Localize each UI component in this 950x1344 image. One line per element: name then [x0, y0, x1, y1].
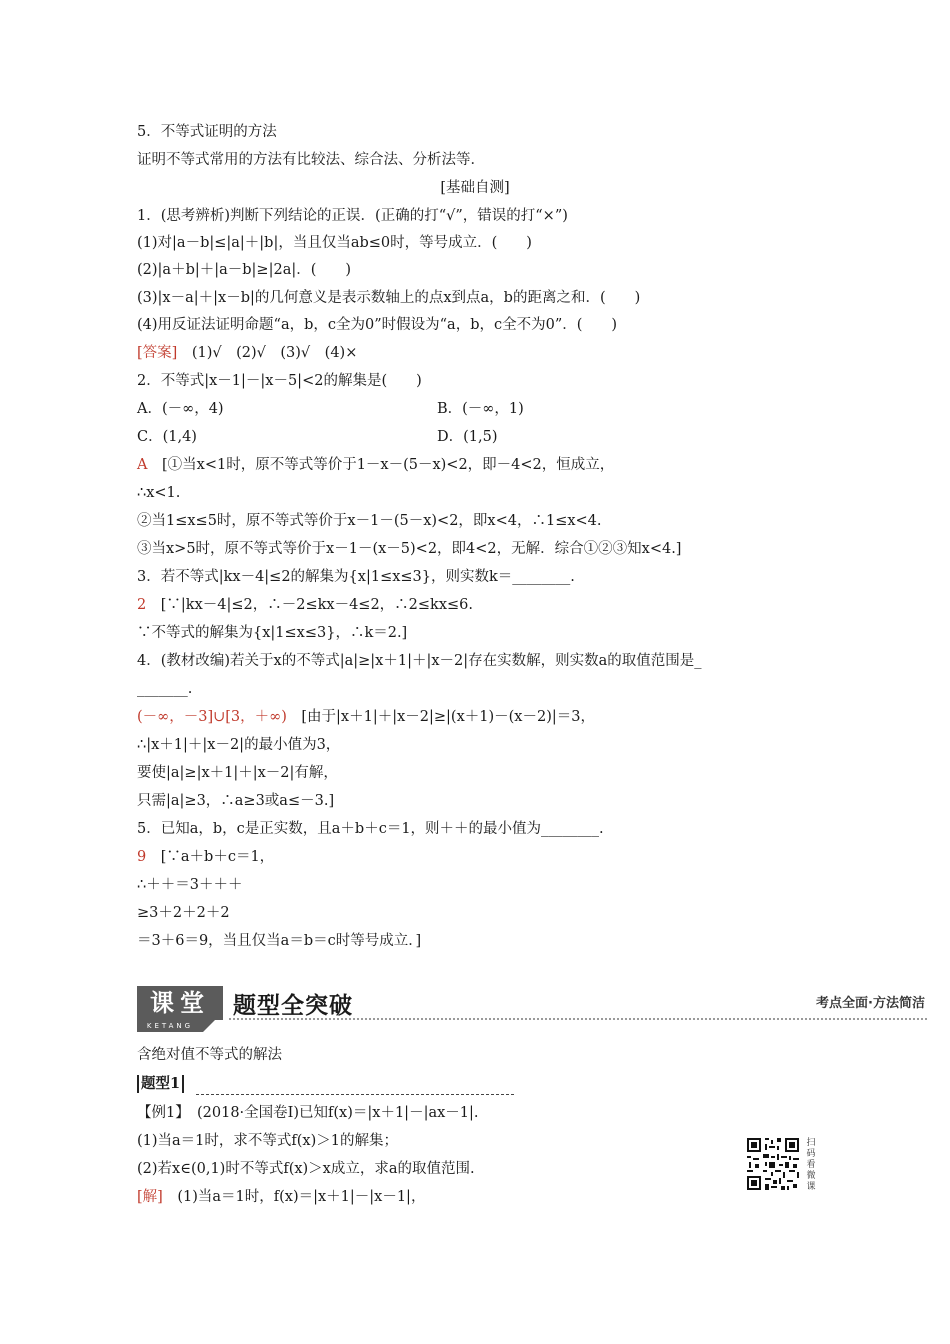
- answer-text: (1)√ (2)√ (3)√ (4)×: [177, 345, 358, 361]
- section-banner: [137, 986, 927, 1032]
- statement-2: (2)|a＋b|＋|a－b|≥|2a|．( ): [137, 262, 352, 278]
- solution-5-line-4: ＝3＋6＝9，当且仅当a＝b＝c时等号成立．]: [137, 933, 422, 949]
- option-b: B．(－∞，1): [437, 401, 524, 417]
- topic-heading: 含绝对值不等式的解法: [137, 1047, 282, 1063]
- statement-3: (3)|x－a|＋|x－b|的几何意义是表示数轴上的点x到点a，b的距离之和．( ): [137, 290, 641, 306]
- solution-2-line-1: [137, 455, 614, 475]
- type-tag: 题型1: [137, 1075, 184, 1093]
- answer-label: [答案]: [137, 345, 178, 361]
- answer-label: 9: [137, 849, 147, 865]
- question-2: 2．不等式|x－1|－|x－5|<2的解集是( ): [137, 373, 422, 389]
- banner-corner: [203, 1020, 215, 1032]
- qr-caption: 扫码看微课: [806, 1138, 816, 1192]
- question-1: 1．(思考辨析)判断下列结论的正误．(正确的打“√”，错误的打“×”): [137, 208, 568, 224]
- option-c: C．(1,4): [137, 429, 197, 445]
- section-heading: 5．不等式证明的方法: [137, 124, 277, 140]
- solution-text: (1)当a＝1时，f(x)＝|x＋1|－|x－1|，: [162, 1189, 426, 1205]
- solution-4-line-1: [137, 707, 595, 727]
- question-3: 3．若不等式|kx－4|≤2的解集为{x|1≤x≤3}，则实数k＝________.: [137, 569, 575, 585]
- solution-5-line-1: [137, 847, 274, 867]
- solution-text: [由于|x＋1|＋|x－2|≥|(x＋1)－(x－2)|＝3，: [286, 709, 595, 725]
- banner-sub-label: KETANG: [137, 1020, 203, 1032]
- example-label: 【例1】: [137, 1105, 183, 1121]
- answer-line: [137, 343, 357, 363]
- solution-3-line-2: ∵不等式的解集为{x|1≤x≤3}，∴k＝2.]: [137, 625, 408, 641]
- solution-text: [∵|kx－4|≤2，∴－2≤kx－4≤2，∴2≤kx≤6.: [146, 597, 473, 613]
- answer-label: (－∞，－3]∪[3，＋∞): [137, 709, 287, 725]
- subsection-title: [基础自测]: [440, 180, 510, 196]
- option-a: A．(－∞，4): [137, 401, 224, 417]
- banner-title: 题型全突破: [233, 993, 353, 1019]
- solution-4-line-2: ∴|x＋1|＋|x－2|的最小值为3，: [137, 737, 341, 753]
- example-text: (2018·全国卷Ⅰ)已知f(x)＝|x＋1|－|ax－1|.: [182, 1105, 479, 1121]
- example-1-part-1: (1)当a＝1时，求不等式f(x)＞1的解集；: [137, 1133, 398, 1149]
- solution-5-line-3: ≥3＋2＋2＋2: [137, 905, 230, 921]
- statement-4: (4)用反证法证明命题“a，b，c全为0”时假设为“a，b，c全不为0”．( ): [137, 317, 618, 333]
- statement-1: (1)对|a－b|≤|a|＋|b|，当且仅当ab≤0时，等号成立．( ): [137, 235, 532, 251]
- banner-box-label: 课堂: [137, 986, 223, 1020]
- solution-2-line-4: ③当x>5时，原不等式等价于x－1－(x－5)<2，即4<2，无解．综合①②③知x<4.]: [137, 541, 682, 557]
- banner-motto: 考点全面·方法简洁: [816, 996, 925, 1011]
- question-4-blank: _______.: [137, 681, 193, 697]
- answer-label: 2: [137, 597, 147, 613]
- solution-2-line-3: ②当1≤x≤5时，原不等式等价于x－1－(5－x)<2，即x<4，∴1≤x<4.: [137, 513, 602, 529]
- solution-4-line-3: 要使|a|≥|x＋1|＋|x－2|有解，: [137, 765, 338, 781]
- solution-label: [解]: [137, 1189, 163, 1205]
- paragraph: 证明不等式常用的方法有比较法、综合法、分析法等．: [137, 152, 485, 168]
- option-d: D．(1,5): [437, 429, 498, 445]
- example-1-part-2: (2)若x∈(0,1)时不等式f(x)＞x成立，求a的取值范围.: [137, 1161, 475, 1177]
- qr-code-icon[interactable]: [745, 1136, 801, 1192]
- solution-line: [137, 1187, 425, 1207]
- example-1-line: [137, 1103, 479, 1123]
- solution-text: [∵a＋b＋c＝1，: [146, 849, 275, 865]
- solution-4-line-4: 只需|a|≥3，∴a≥3或a≤－3.]: [137, 793, 335, 809]
- solution-2-line-2: ∴x<1.: [137, 485, 181, 501]
- question-4: 4．(教材改编)若关于x的不等式|a|≥|x＋1|＋|x－2|存在实数解，则实数a的取值范围是_: [137, 653, 702, 669]
- question-5: 5．已知a，b，c是正实数，且a＋b＋c＝1，则＋＋的最小值为________.: [137, 821, 604, 837]
- solution-5-line-2: ∴＋＋＝3＋＋＋: [137, 877, 243, 893]
- answer-label: A: [137, 457, 148, 473]
- solution-text: [①当x<1时，原不等式等价于1－x－(5－x)<2，即－4<2，恒成立，: [147, 457, 615, 473]
- solution-3-line-1: [137, 595, 473, 615]
- tag-divider: [196, 1094, 514, 1095]
- banner-divider: [229, 1018, 927, 1020]
